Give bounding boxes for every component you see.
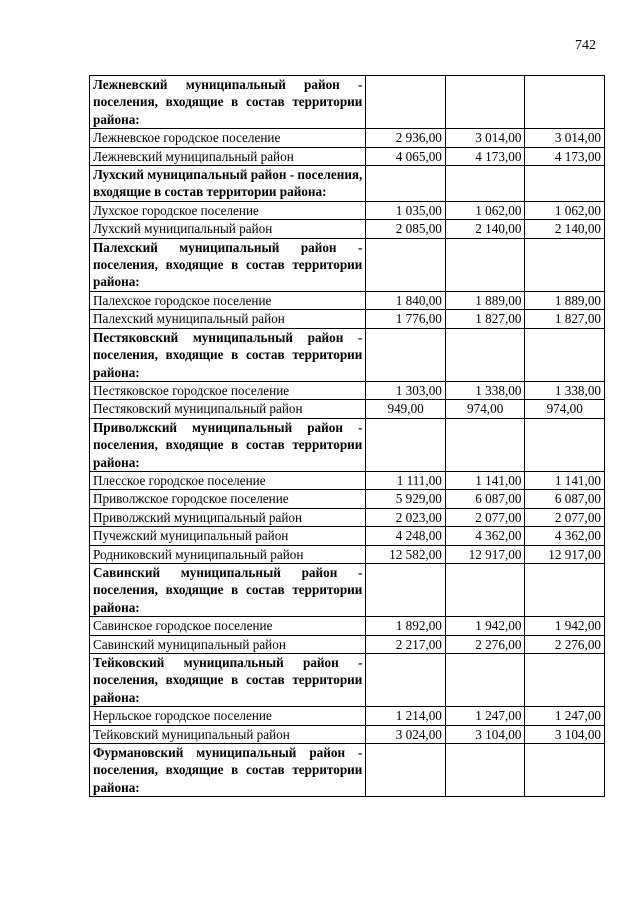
table-row [90,471,605,489]
value-cell-1 [366,328,446,381]
value-cell-3: 6 087,00 [525,490,605,508]
value-cell-2: 2 140,00 [445,220,525,238]
table-section-header-row [90,418,605,471]
value-cell-2: 12 917,00 [445,545,525,563]
value-cell-3 [525,76,605,129]
name-cell: Тейковский муниципальный район [90,725,366,743]
value-cell-3: 1 247,00 [525,707,605,725]
value-cell-3 [525,328,605,381]
name-cell: Савинский муниципальный район [90,635,366,653]
table-row [90,617,605,635]
name-cell: Лежневский муниципальный район [90,147,366,165]
name-cell: Палехское городское поселение [90,291,366,309]
value-cell-3: 2 140,00 [525,220,605,238]
value-cell-1: 1 035,00 [366,201,446,219]
value-cell-1: 4 248,00 [366,527,446,545]
name-cell: Лухское городское поселение [90,201,366,219]
table-row [90,291,605,309]
value-cell-1: 5 929,00 [366,490,446,508]
value-cell-1 [366,418,446,471]
value-cell-3: 1 141,00 [525,471,605,489]
table-row [90,310,605,328]
table-row [90,201,605,219]
table-section-header-row [90,76,605,129]
value-cell-2: 1 338,00 [445,381,525,399]
table-row [90,635,605,653]
table-section-header-row [90,238,605,291]
table-row [90,725,605,743]
name-cell: Лежневское городское поселение [90,129,366,147]
name-cell: Палехский муниципальный район [90,310,366,328]
value-cell-2: 1 247,00 [445,707,525,725]
value-cell-1 [366,238,446,291]
value-cell-3: 974,00 [525,400,605,418]
table-row [90,129,605,147]
page-number: 742 [575,38,596,53]
name-cell: Нерльское городское поселение [90,707,366,725]
value-cell-1: 1 303,00 [366,381,446,399]
value-cell-1: 1 840,00 [366,291,446,309]
value-cell-2: 6 087,00 [445,490,525,508]
table-row [90,707,605,725]
value-cell-3: 12 917,00 [525,545,605,563]
value-cell-3: 4 173,00 [525,147,605,165]
value-cell-1: 1 214,00 [366,707,446,725]
table-section-header-row [90,744,605,797]
table-section-header-row [90,166,605,202]
value-cell-3: 1 062,00 [525,201,605,219]
value-cell-3 [525,238,605,291]
value-cell-1: 3 024,00 [366,725,446,743]
table-body [90,76,605,797]
table-row [90,220,605,238]
table-row [90,508,605,526]
name-cell: Родниковский муниципальный район [90,545,366,563]
value-cell-2 [445,76,525,129]
value-cell-2: 2 276,00 [445,635,525,653]
value-cell-2: 1 062,00 [445,201,525,219]
section-title-cell: Савинский муниципальный район - поселения, входящие в состав территории района: [90,563,366,616]
value-cell-1: 2 936,00 [366,129,446,147]
section-title-cell: Пестяковский муниципальный район - поселения, входящие в состав территории района: [90,328,366,381]
value-cell-3: 4 362,00 [525,527,605,545]
value-cell-2 [445,328,525,381]
value-cell-1: 1 892,00 [366,617,446,635]
value-cell-2 [445,166,525,202]
value-cell-2: 1 889,00 [445,291,525,309]
name-cell: Лухский муниципальный район [90,220,366,238]
table-section-header-row [90,654,605,707]
value-cell-2: 1 827,00 [445,310,525,328]
value-cell-3: 1 942,00 [525,617,605,635]
value-cell-3: 1 827,00 [525,310,605,328]
name-cell: Плесское городское поселение [90,471,366,489]
table-row [90,147,605,165]
value-cell-2 [445,563,525,616]
value-cell-3 [525,744,605,797]
value-cell-1 [366,563,446,616]
table-section-header-row [90,328,605,381]
value-cell-1 [366,166,446,202]
section-title-cell: Тейковский муниципальный район - поселения, входящие в состав территории района: [90,654,366,707]
value-cell-2: 3 104,00 [445,725,525,743]
value-cell-3: 2 077,00 [525,508,605,526]
value-cell-2: 4 362,00 [445,527,525,545]
budget-table [89,75,605,797]
value-cell-3 [525,418,605,471]
name-cell: Приволжский муниципальный район [90,508,366,526]
table-row [90,545,605,563]
value-cell-2 [445,418,525,471]
name-cell: Пестяковский муниципальный район [90,400,366,418]
value-cell-2 [445,744,525,797]
value-cell-2: 974,00 [445,400,525,418]
value-cell-1 [366,76,446,129]
value-cell-1: 2 023,00 [366,508,446,526]
value-cell-2 [445,238,525,291]
value-cell-1 [366,744,446,797]
value-cell-3 [525,654,605,707]
value-cell-1 [366,654,446,707]
section-title-cell: Приволжский муниципальный район - поселения, входящие в состав территории района: [90,418,366,471]
table-row [90,490,605,508]
value-cell-2: 1 141,00 [445,471,525,489]
table-row [90,381,605,399]
value-cell-3: 3 014,00 [525,129,605,147]
value-cell-3: 1 338,00 [525,381,605,399]
section-title-cell: Фурмановский муниципальный район - поселения, входящие в состав территории района: [90,744,366,797]
name-cell: Пучежский муниципальный район [90,527,366,545]
value-cell-1: 949,00 [366,400,446,418]
value-cell-2 [445,654,525,707]
value-cell-1: 1 776,00 [366,310,446,328]
value-cell-1: 4 065,00 [366,147,446,165]
value-cell-3: 3 104,00 [525,725,605,743]
name-cell: Пестяковское городское поселение [90,381,366,399]
section-title-cell: Лухский муниципальный район - поселения, входящие в состав территории района: [90,166,366,202]
name-cell: Приволжское городское поселение [90,490,366,508]
value-cell-2: 4 173,00 [445,147,525,165]
table-section-header-row [90,563,605,616]
value-cell-1: 1 111,00 [366,471,446,489]
value-cell-3: 2 276,00 [525,635,605,653]
name-cell: Савинское городское поселение [90,617,366,635]
value-cell-3: 1 889,00 [525,291,605,309]
value-cell-1: 2 085,00 [366,220,446,238]
value-cell-2: 3 014,00 [445,129,525,147]
value-cell-3 [525,166,605,202]
value-cell-2: 2 077,00 [445,508,525,526]
value-cell-1: 12 582,00 [366,545,446,563]
value-cell-3 [525,563,605,616]
section-title-cell: Лежневский муниципальный район - поселения, входящие в состав территории района: [90,76,366,129]
section-title-cell: Палехский муниципальный район - поселения, входящие в состав территории района: [90,238,366,291]
value-cell-1: 2 217,00 [366,635,446,653]
table-row [90,527,605,545]
table-row [90,400,605,418]
value-cell-2: 1 942,00 [445,617,525,635]
